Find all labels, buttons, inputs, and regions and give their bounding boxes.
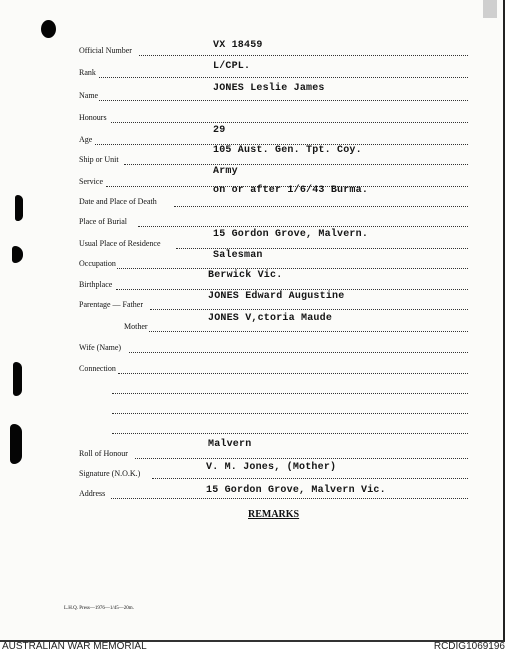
usual-residence-label: Usual Place of Residence [79,239,161,248]
footer-archive-name: AUSTRALIAN WAR MEMORIAL [2,641,147,652]
dotted-line [99,100,468,101]
official-number-value: VX 18459 [213,40,263,51]
binder-hole [15,195,23,221]
father-label: Parentage — Father [79,300,143,309]
dotted-line [152,478,468,479]
official-number-label: Official Number [79,46,132,55]
ship-or-unit-label: Ship or Unit [79,155,119,164]
rank-label: Rank [79,68,96,77]
service-label: Service [79,177,103,186]
rank-value: L/CPL. [213,61,251,72]
age-value: 29 [213,125,226,136]
birthplace-value: Berwick Vic. [208,270,283,281]
signature-label: Signature (N.O.K.) [79,469,141,478]
remarks-heading: REMARKS [248,509,300,520]
dotted-line [138,226,468,227]
place-of-burial-label: Place of Burial [79,217,127,226]
address-value: 15 Gordon Grove, Malvern Vic. [206,485,386,496]
age-label: Age [79,135,93,144]
dotted-line [139,55,468,56]
father-value: JONES Edward Augustine [208,291,345,302]
dotted-line [112,433,468,434]
dotted-line [112,413,468,414]
dotted-line [111,122,468,123]
roll-of-honour-value: Malvern [208,439,252,450]
binder-hole [12,246,23,263]
dotted-line [111,498,468,499]
dotted-line [112,393,468,394]
wife-label: Wife (Name) [79,343,122,352]
dotted-line [149,331,468,332]
dotted-line [135,458,468,459]
dotted-line [124,164,468,165]
honours-label: Honours [79,113,107,122]
binder-hole [10,424,22,464]
signature-value: V. M. Jones, (Mother) [206,462,337,473]
ship-or-unit-value: 105 Aust. Gen. Tpt. Coy. [213,145,362,156]
dotted-line [176,248,468,249]
binder-hole [41,20,56,38]
name-value: JONES Leslie James [213,83,325,94]
dotted-line [116,289,468,290]
printer-imprint: L.H.Q. Press—1976—1/45—20m. [64,606,134,611]
date-place-death-label: Date and Place of Death [79,197,157,206]
service-value: Army [213,166,238,177]
occupation-value: Salesman [213,250,263,261]
binder-hole [13,362,22,396]
occupation-label: Occupation [79,259,116,268]
dotted-line [99,77,468,78]
mother-value: JONES V,ctoria Maude [208,313,333,324]
usual-residence-value: 15 Gordon Grove, Malvern. [213,229,369,240]
dotted-line [118,373,468,374]
dotted-line [150,309,468,310]
address-label: Address [79,489,106,498]
connection-label: Connection [79,364,116,373]
roll-of-honour-label: Roll of Honour [79,449,128,458]
mother-label: Mother [124,322,148,331]
dotted-line [129,352,468,353]
dotted-line [117,268,468,269]
date-place-death-value: on or after 1/6/43 Burma. [213,185,369,196]
name-label: Name [79,91,99,100]
page-corner-scan-artifact [483,0,497,18]
dotted-line [174,206,468,207]
birthplace-label: Birthplace [79,280,113,289]
footer-record-id: RCDIG1069196 [433,641,505,652]
